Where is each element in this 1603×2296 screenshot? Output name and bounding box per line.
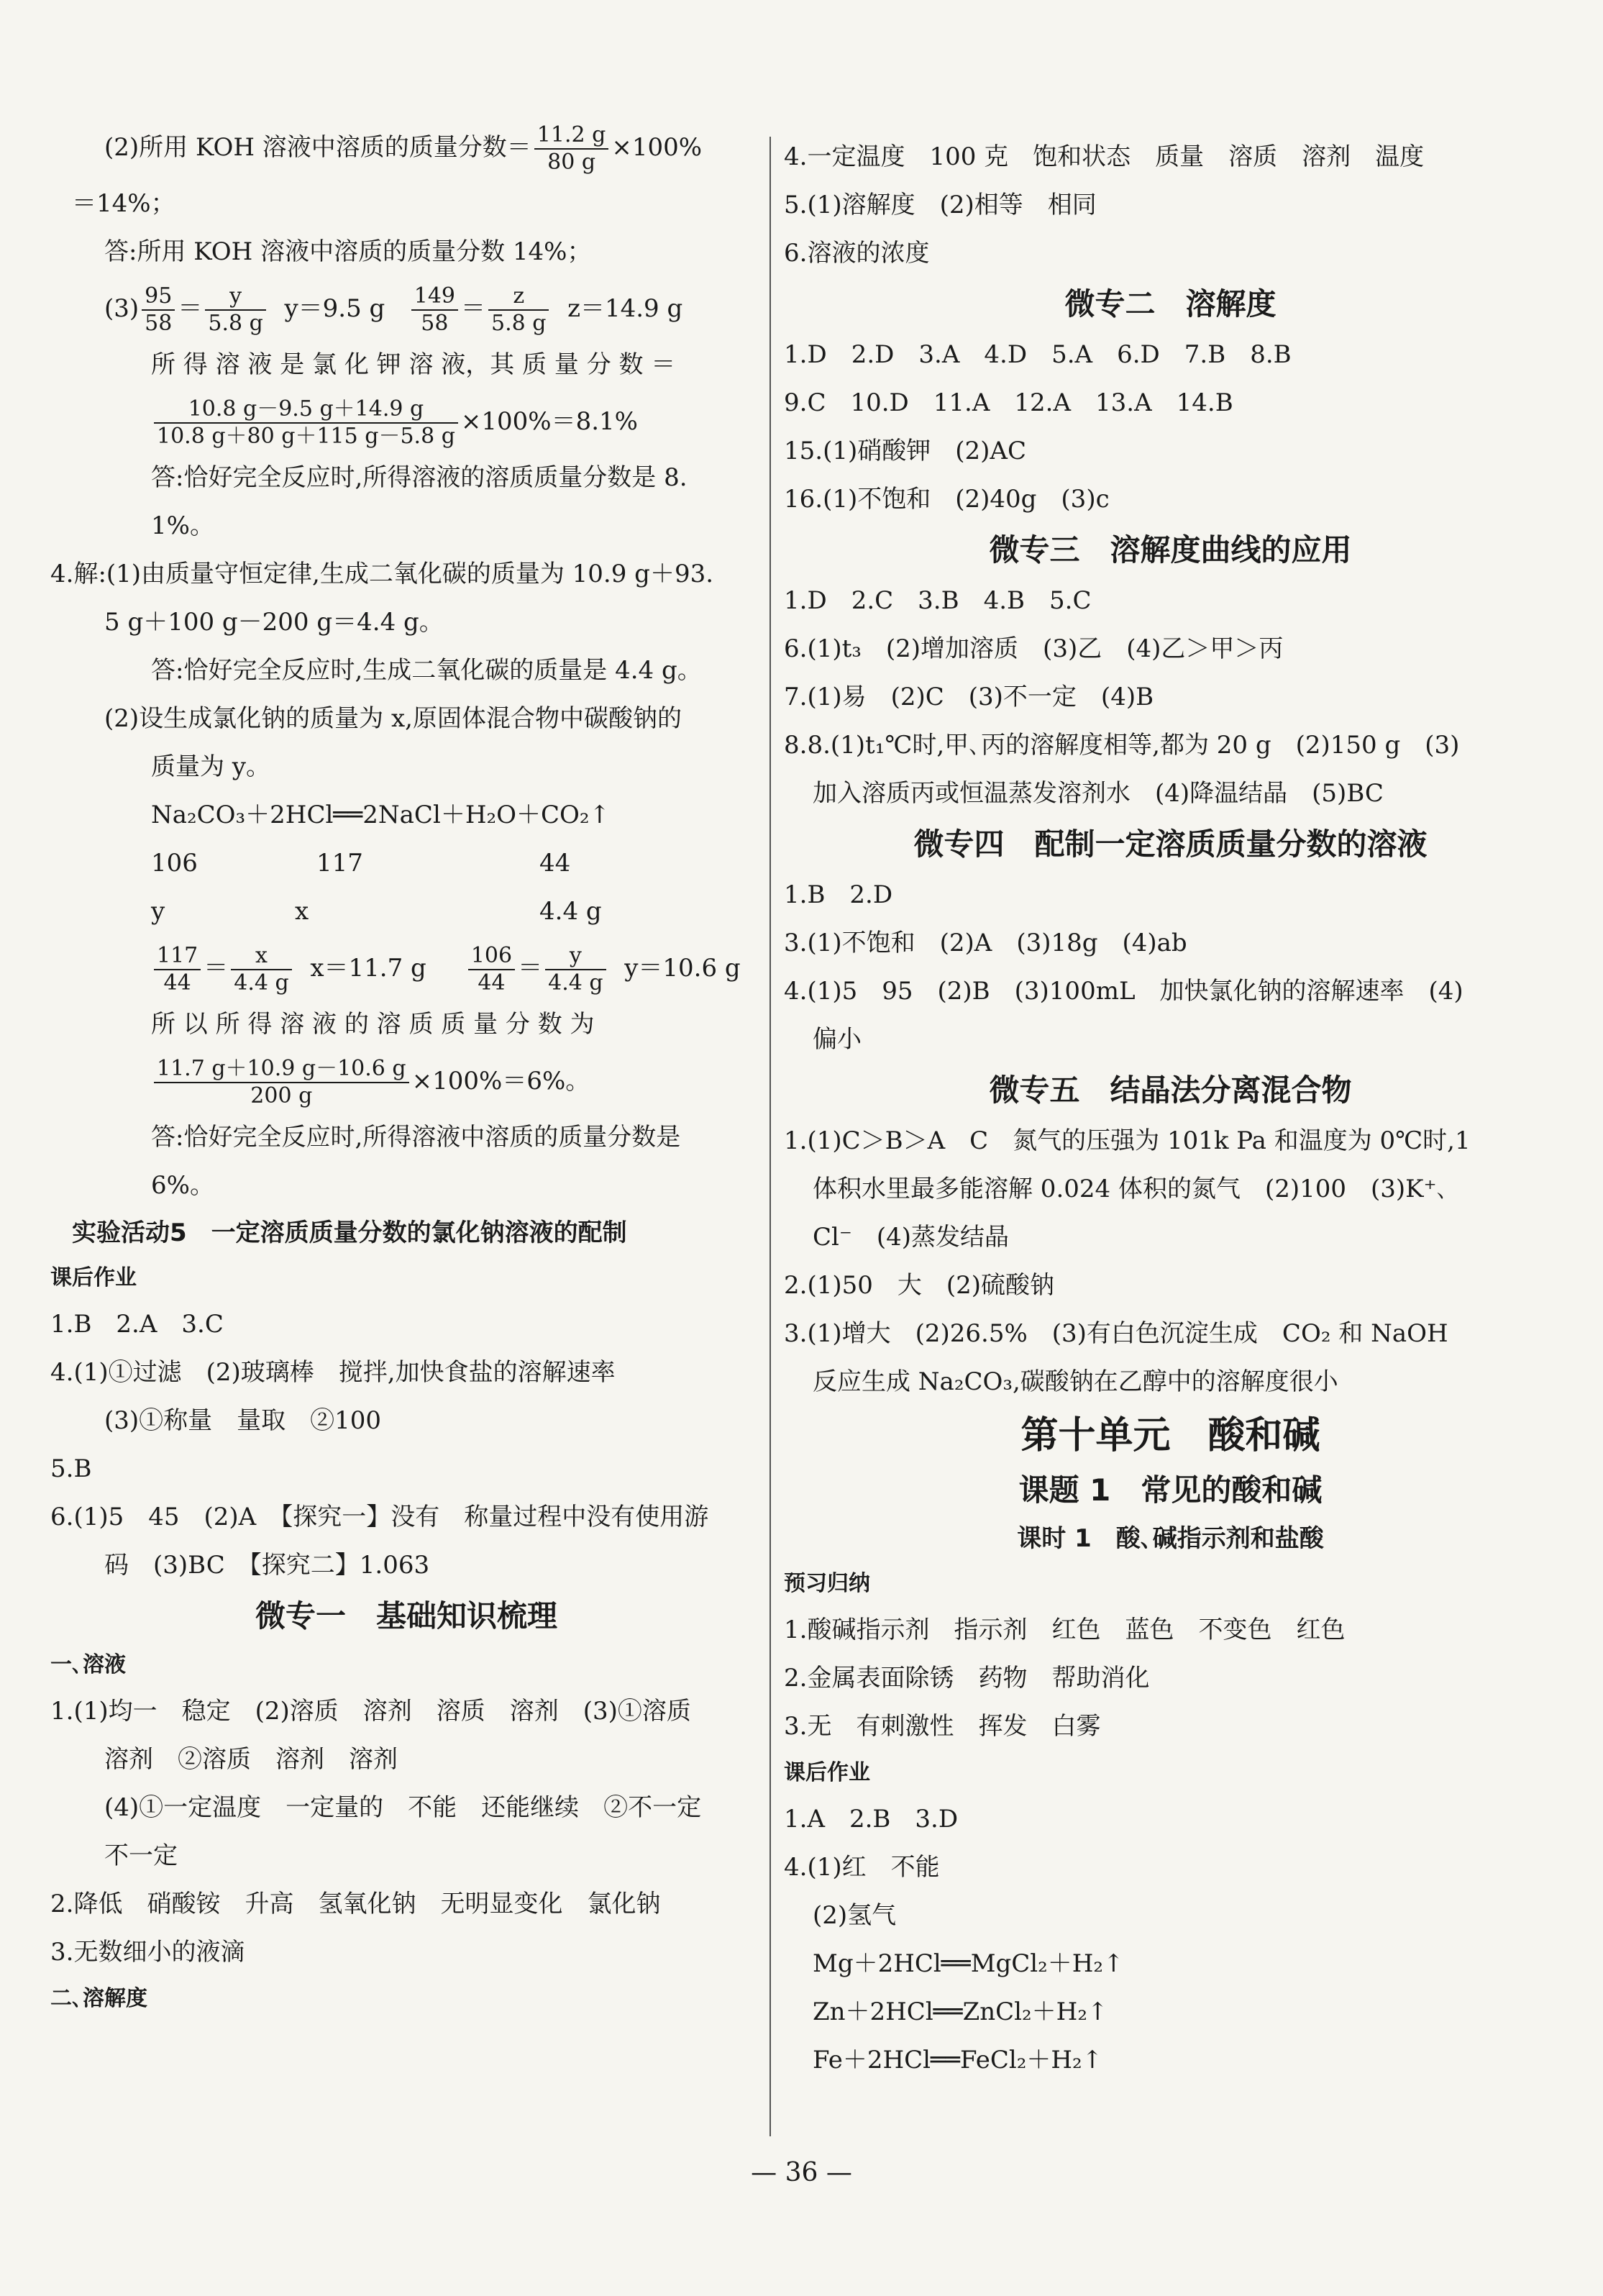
equation: Fe＋2HCl══FeCl₂＋H₂↑ (813, 2046, 1103, 2074)
section-heading: 微专一 基础知识梳理 (255, 1598, 557, 1634)
left-column (50, 115, 762, 2021)
answer-line: $\frac{11.7 g+10.9 g-10.6 g}{200 g}$ ×100%＝6%。 (50, 1049, 762, 1113)
section-heading: 微专二 溶解度 (1064, 286, 1277, 322)
fraction: $\frac{117}{44}$ (154, 943, 201, 996)
fraction: $\frac{11.2 g}{80 g}$ (534, 122, 609, 176)
answer-line: 5.(1)溶解度 (2)相等 相同 (784, 191, 1097, 219)
right-column (784, 133, 1557, 2085)
answer-line: 偏小 (813, 1025, 862, 1054)
answer-line: 7.(1)易 (2)C (3)不一定 (4)B (784, 683, 1154, 711)
answer-line: (2)设生成氯化钠的质量为 x,原固体混合物中碳酸钠的 (104, 704, 682, 733)
answer-line: 所 得 溶 液 是 氯 化 钾 溶 液，其 质 量 分 数 ＝ (151, 350, 676, 379)
answer-line: 3.无 有刺激性 挥发 白雾 (784, 1712, 1101, 1741)
fraction: $\frac{y}{4.4 g}$ (545, 943, 606, 996)
answer-line: 4.(1)5 95 (2)B (3)100mL 加快氯化钠的溶解速率 (4) (784, 977, 1463, 1006)
answer-line: 加入溶质丙或恒温蒸发溶剂水 (4)降温结晶 (5)BC (813, 779, 1384, 808)
answer-line: 8.8.(1)t₁℃时,甲､丙的溶解度相等,都为 20 g (2)150 g (3) (784, 731, 1460, 760)
fraction: $\frac{95}{58}$ (142, 283, 175, 337)
answer-line: 3.(1)增大 (2)26.5% (3)有白色沉淀生成 CO₂ 和 NaOH (784, 1319, 1448, 1348)
answer-line: 4.(1)红 不能 (784, 1853, 940, 1882)
answer-line: 2.金属表面除锈 药物 帮助消化 (784, 1664, 1150, 1693)
answer-line: $\frac{117}{44}$ ＝ $\frac{x}{4.4 g}$ x＝11.7 g $\frac{106}{44}$ ＝ $\frac{y}{4.4 g}$ y＝10.6 g (50, 936, 762, 1001)
subsection-heading: 预习归纳 (784, 1571, 870, 1596)
answer-line: 3.(1)不饱和 (2)A (3)18g (4)ab (784, 929, 1187, 957)
answer-line: 1.B 2.D (784, 880, 893, 909)
answer-line: 答:恰好完全反应时,所得溶液中溶质的质量分数是 (151, 1123, 681, 1152)
equation-ratio-row: 106 117 44 (151, 849, 571, 878)
answer-line: 6.(1)t₃ (2)增加溶质 (3)乙 (4)乙＞甲＞丙 (784, 634, 1284, 663)
answer-line: 答:恰好完全反应时,所得溶液的溶质质量分数是 8. (151, 463, 688, 492)
equation: Mg＋2HCl══MgCl₂＋H₂↑ (813, 1949, 1124, 1978)
answer-line: 质量为 y。 (151, 752, 271, 781)
answer-line: 不一定 (104, 1841, 178, 1870)
fraction: $\frac{11.7 g+10.9 g-10.6 g}{200 g}$ (154, 1056, 409, 1109)
topic-title: 课题 1 常见的酸和碱 (1018, 1472, 1323, 1508)
answer-line: 2.(1)50 大 (2)硫酸钠 (784, 1271, 1055, 1300)
answer-line: 码 (3)BC 【探究二】1.063 (104, 1551, 430, 1580)
answer-line: 体积水里最多能溶解 0.024 体积的氮气 (2)100 (3)K⁺､ (813, 1175, 1449, 1203)
answer-line: 所 以 所 得 溶 液 的 溶 质 质 量 分 数 为 (151, 1010, 595, 1039)
answer-line: 4.解:(1)由质量守恒定律,生成二氧化碳的质量为 10.9 g＋93. (50, 560, 714, 588)
answer-line: 9.C 10.D 11.A 12.A 13.A 14.B (784, 388, 1233, 417)
section-heading: 微专五 结晶法分离混合物 (989, 1072, 1352, 1108)
answer-line: (3) $\frac{95}{58}$ ＝ $\frac{y}{5.8 g}$ y＝9.5 g $\frac{149}{58}$ ＝ $\frac{z}{5.8 g}$ z＝14.9 g (104, 283, 683, 336)
answer-line: 答:所用 KOH 溶液中溶质的质量分数 14%； (104, 237, 592, 266)
equation: Zn＋2HCl══ZnCl₂＋H₂↑ (813, 1997, 1108, 2026)
answer-line: 1.A 2.B 3.D (784, 1805, 959, 1833)
unit-title: 第十单元 酸和碱 (1020, 1414, 1320, 1457)
subsection-heading: 二､溶解度 (50, 1986, 147, 2011)
subsection-heading: 课后作业 (50, 1265, 137, 1290)
answer-line: 1.酸碱指示剂 指示剂 红色 蓝色 不变色 红色 (784, 1616, 1346, 1644)
answer-line: 6.溶液的浓度 (784, 239, 930, 268)
subsection-heading: 一､溶液 (50, 1652, 126, 1677)
answer-line: 反应生成 Na₂CO₃,碳酸钠在乙醇中的溶解度很小 (813, 1367, 1338, 1396)
page-number: — 36 — (751, 2158, 852, 2187)
section-heading: 微专四 配制一定溶质质量分数的溶液 (913, 826, 1428, 862)
answer-line: 16.(1)不饱和 (2)40g (3)c (784, 485, 1110, 514)
answer-line: 1.D 2.C 3.B 4.B 5.C (784, 586, 1092, 615)
answer-line: 6%。 (151, 1171, 214, 1200)
answer-line: 4.(1)①过滤 (2)玻璃棒 搅拌,加快食盐的溶解速率 (50, 1358, 616, 1387)
equation: Na₂CO₃＋2HCl══2NaCl＋H₂O＋CO₂↑ (151, 801, 610, 829)
answer-line: 1.B 2.A 3.C (50, 1310, 224, 1339)
answer-line: 答:恰好完全反应时,生成二氧化碳的质量是 4.4 g。 (151, 656, 702, 685)
answer-line: 5 g＋100 g－200 g＝4.4 g。 (104, 608, 444, 637)
answer-line: (4)①一定温度 一定量的 不能 还能继续 ②不一定 (104, 1793, 702, 1822)
answer-line: 1.(1)均一 稳定 (2)溶质 溶剂 溶质 溶剂 (3)①溶质 (50, 1697, 691, 1726)
answer-line: 1.(1)C＞B＞A C 氮气的压强为 101k Pa 和温度为 0℃时,1 (784, 1126, 1471, 1155)
answer-line: 5.B (50, 1454, 92, 1483)
answer-line: 4.一定温度 100 克 饱和状态 质量 溶质 溶剂 温度 (784, 142, 1425, 171)
column-divider (769, 137, 771, 2136)
section-heading: 微专三 溶解度曲线的应用 (989, 532, 1352, 568)
answer-line: $\frac{10.8 g-9.5 g+14.9 g}{10.8 g+80 g+115 g-5.8 g}$ ×100%＝8.1% (50, 389, 762, 454)
fraction: $\frac{106}{44}$ (468, 943, 515, 996)
answer-line: 15.(1)硝酸钾 (2)AC (784, 437, 1026, 465)
answer-line: (2)氢气 (813, 1901, 897, 1930)
answer-line: 2.降低 硝酸铵 升高 氢氧化钠 无明显变化 氯化钠 (50, 1890, 661, 1918)
fraction: $\frac{x}{4.4 g}$ (231, 943, 291, 996)
equation-ratio-row: y x 4.4 g (151, 897, 602, 926)
section-heading: 实验活动5 一定溶质质量分数的氯化钠溶液的配制 (72, 1218, 627, 1247)
fraction: $\frac{z}{5.8 g}$ (488, 283, 549, 337)
answer-line: ＝14%； (72, 189, 175, 218)
answer-line: 6.(1)5 45 (2)A 【探究一】没有 称量过程中没有使用游 (50, 1503, 709, 1531)
answer-line: 1%。 (151, 511, 214, 540)
answer-line: 1.D 2.D 3.A 4.D 5.A 6.D 7.B 8.B (784, 340, 1292, 369)
subsection-heading: 课后作业 (784, 1760, 870, 1785)
fraction: $\frac{y}{5.8 g}$ (205, 283, 265, 337)
answer-line: (2)所用 KOH 溶液中溶质的质量分数＝ $\frac{11.2 g}{80 g}$ ×100% (104, 122, 703, 175)
answer-line: Cl⁻ (4)蒸发结晶 (813, 1223, 1009, 1252)
answer-line: (3)①称量 量取 ②100 (104, 1406, 382, 1435)
answer-line: 溶剂 ②溶质 溶剂 溶剂 (104, 1745, 398, 1774)
answer-line: 3.无数细小的液滴 (50, 1938, 245, 1967)
lesson-title: 课时 1 酸､碱指示剂和盐酸 (1017, 1524, 1324, 1553)
fraction: $\frac{10.8 g-9.5 g+14.9 g}{10.8 g+80 g+115 g-5.8 g}$ (154, 396, 458, 450)
fraction: $\frac{149}{58}$ (411, 283, 458, 337)
